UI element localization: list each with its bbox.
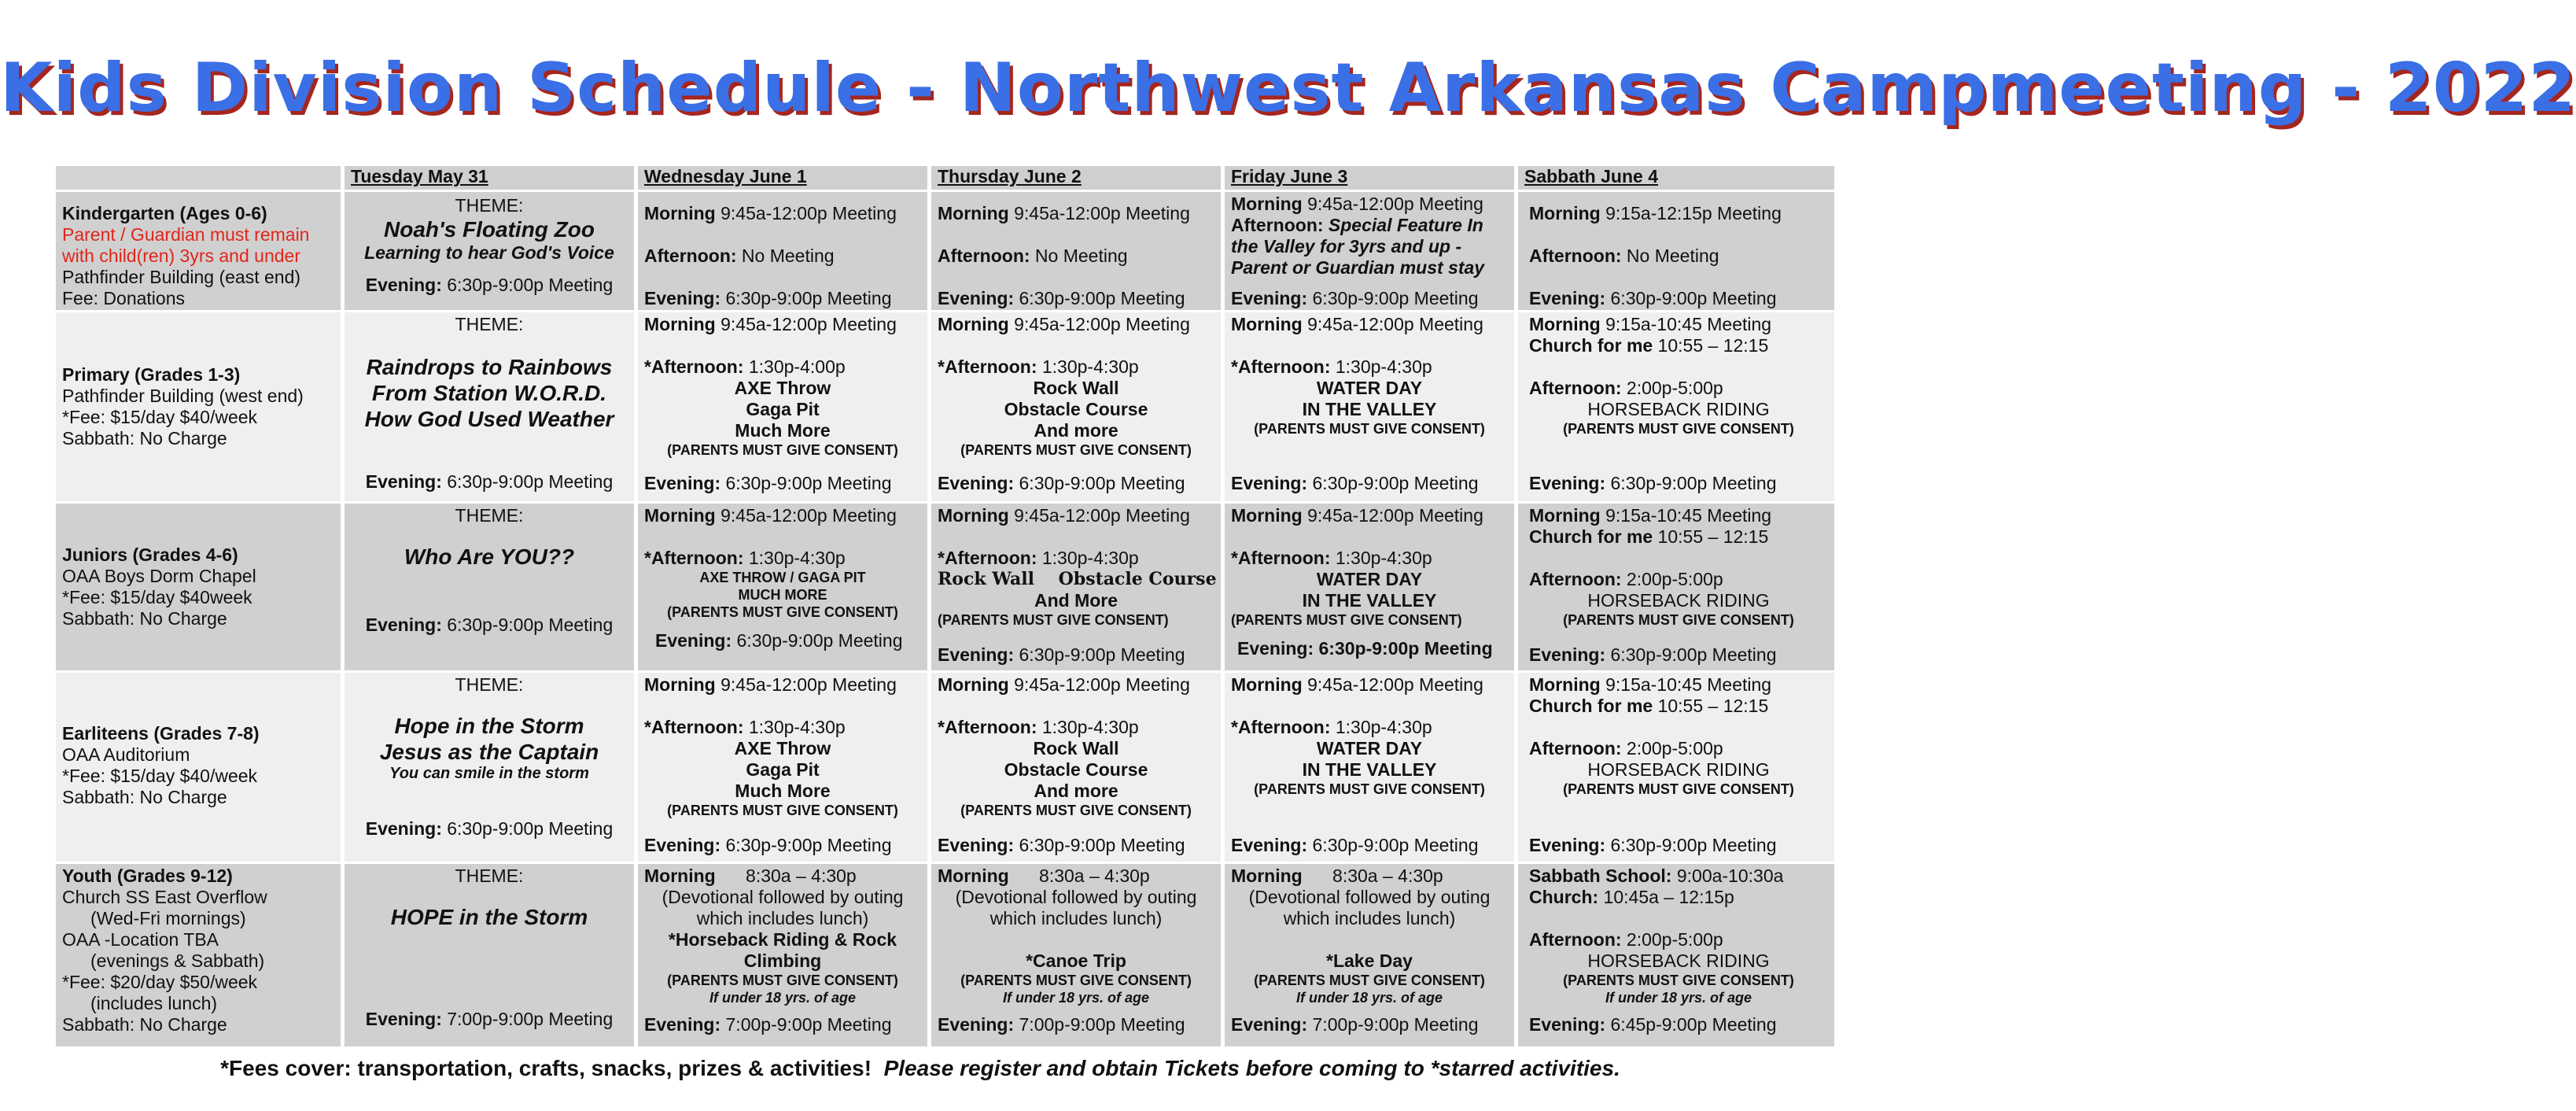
morning-time: 8:30a – 4:30p — [1008, 866, 1150, 886]
location: OAA -Location TBA — [62, 929, 219, 950]
evening-time: 6:45p-9:00p Meeting — [1605, 1014, 1777, 1035]
devotional-note: (Devotional followed by outing — [1248, 887, 1491, 907]
theme-title: Jesus as the Captain — [379, 740, 599, 764]
evening-label: Evening: — [1529, 1014, 1606, 1035]
activity: IN THE VALLEY — [1302, 399, 1437, 419]
afternoon-text: No Meeting — [736, 245, 835, 266]
evening-label: Evening: — [1529, 835, 1606, 855]
church-label: Church for me — [1529, 696, 1653, 716]
register-note: Please register and obtain Tickets before coming to *starred activities. — [883, 1056, 1620, 1080]
header-row — [56, 166, 1834, 190]
cell-thursday — [931, 864, 1221, 1046]
activity: Rock Wall — [1033, 378, 1119, 398]
row-primary — [56, 312, 1834, 501]
consent-note: (PARENTS MUST GIVE CONSENT) — [1231, 612, 1462, 628]
activity: IN THE VALLEY — [1302, 590, 1437, 611]
afternoon-time: 1:30p-4:30p — [1037, 548, 1139, 568]
footer-note — [0, 1056, 1841, 1081]
evening-time: 6:30p-9:00p Meeting — [732, 630, 903, 651]
morning-label: Morning — [938, 203, 1009, 223]
evening-label: Evening: — [1529, 288, 1606, 308]
morning-label: Morning — [938, 866, 1009, 886]
morning-time: 9:45a-12:00p Meeting — [1302, 314, 1483, 334]
sabbath-school-time: 9:00a-10:30a — [1671, 866, 1784, 886]
evening-time: 6:30p-9:00p Meeting — [441, 818, 614, 839]
afternoon-label: Afternoon: — [938, 245, 1030, 266]
church-time: 10:45a – 12:15p — [1598, 887, 1734, 907]
group-label-juniors — [56, 504, 341, 670]
guardian-note: with child(ren) 3yrs and under — [62, 245, 300, 266]
group-name: Earliteens (Grades 7-8) — [62, 723, 260, 744]
afternoon-text: No Meeting — [1621, 245, 1719, 266]
evening-label: Evening: — [365, 275, 442, 295]
afternoon-label: *Afternoon: — [938, 548, 1037, 568]
day-header-sabbath: Sabbath June 4 — [1518, 166, 1834, 190]
group-name: Youth (Grades 9-12) — [62, 866, 233, 886]
activity: MUCH MORE — [738, 587, 827, 603]
consent-note: (PARENTS MUST GIVE CONSENT) — [960, 803, 1192, 818]
afternoon-label: *Afternoon: — [938, 356, 1037, 377]
group-name: Kindergarten (Ages 0-6) — [62, 203, 267, 223]
location: OAA Auditorium — [62, 744, 190, 765]
theme-label: THEME: — [455, 195, 524, 216]
age-note: If under 18 yrs. of age — [1295, 990, 1443, 1006]
devotional-note: (Devotional followed by outing — [662, 887, 904, 907]
activity: *Lake Day — [1326, 950, 1413, 971]
evening-label: Evening: — [365, 818, 442, 839]
cell-sabbath — [1518, 864, 1834, 1046]
cell-thursday — [931, 504, 1221, 670]
cell-wednesday — [638, 192, 927, 310]
afternoon-time: 1:30p-4:30p — [743, 548, 846, 568]
schedule-table — [52, 164, 1838, 1049]
theme-label: THEME: — [455, 866, 524, 886]
evening-time: 6:30p-9:00p Meeting — [720, 835, 892, 855]
cell-tuesday — [345, 504, 634, 670]
afternoon-label: Afternoon: — [1529, 378, 1622, 398]
evening-time: 7:00p-9:00p Meeting — [1014, 1014, 1185, 1035]
cell-friday — [1225, 192, 1514, 310]
activity: WATER DAY — [1316, 738, 1423, 759]
cell-friday — [1225, 673, 1514, 862]
morning-time: 9:45a-12:00p Meeting — [715, 314, 897, 334]
theme-subtitle: Learning to hear God's Voice — [364, 242, 614, 263]
morning-time: 9:15a-10:45 Meeting — [1600, 505, 1772, 526]
afternoon-label: Afternoon: — [1529, 738, 1622, 759]
evening-time: 6:30p-9:00p Meeting — [441, 615, 614, 635]
consent-note: (PARENTS MUST GIVE CONSENT) — [1254, 421, 1485, 437]
afternoon-label: *Afternoon: — [644, 717, 744, 737]
fee: *Fee: $15/day $40/week — [62, 766, 258, 786]
morning-label: Morning — [1231, 314, 1303, 334]
afternoon-time: 1:30p-4:30p — [1330, 356, 1432, 377]
evening-label: Evening: — [938, 288, 1015, 308]
church-time: 10:55 – 12:15 — [1653, 526, 1769, 547]
evening-time: 6:30p-9:00p Meeting — [1605, 473, 1777, 493]
activity: AXE Throw — [734, 738, 831, 759]
evening-label: Evening: — [1231, 835, 1308, 855]
evening-time: 6:30p-9:00p Meeting — [441, 471, 614, 492]
theme-label: THEME: — [455, 505, 524, 526]
afternoon-time: 2:00p-5:00p — [1621, 569, 1723, 589]
afternoon-label: Afternoon: — [1529, 929, 1622, 950]
day-header-wednesday: Wednesday June 1 — [638, 166, 927, 190]
row-earliteens — [56, 673, 1834, 862]
fee: *Fee: $15/day $40week — [62, 587, 252, 607]
morning-time: 9:45a-12:00p Meeting — [715, 505, 897, 526]
evening-time: 6:30p-9:00p Meeting — [1307, 473, 1479, 493]
evening-label: Evening: — [655, 630, 732, 651]
evening-time: 6:30p-9:00p Meeting — [720, 473, 892, 493]
morning-label: Morning — [1231, 674, 1303, 695]
cell-tuesday — [345, 864, 634, 1046]
morning-label: Morning — [938, 674, 1009, 695]
morning-time: 8:30a – 4:30p — [715, 866, 857, 886]
church-label: Church for me — [1529, 335, 1653, 356]
location: Church SS East Overflow — [62, 887, 267, 907]
guardian-note: Parent / Guardian must remain — [62, 224, 310, 245]
cell-friday — [1225, 504, 1514, 670]
cell-friday — [1225, 312, 1514, 501]
evening-label: Evening: — [938, 835, 1015, 855]
theme-title: How God Used Weather — [364, 407, 614, 431]
afternoon-time: 1:30p-4:30p — [1037, 717, 1139, 737]
cell-tuesday — [345, 312, 634, 501]
day-header-thursday: Thursday June 2 — [931, 166, 1221, 190]
group-label-earliteens — [56, 673, 341, 862]
evening-label: Evening: — [365, 1009, 442, 1029]
afternoon-label: Afternoon: — [1529, 245, 1622, 266]
evening-label: Evening: — [1231, 473, 1308, 493]
evening-label: Evening: — [1529, 473, 1606, 493]
activity: Gaga Pit — [746, 759, 820, 780]
church-time: 10:55 – 12:15 — [1653, 335, 1769, 356]
evening-time: 6:30p-9:00p Meeting — [1605, 288, 1777, 308]
afternoon-text: the Valley for 3yrs and up - — [1231, 236, 1462, 257]
group-label-youth — [56, 864, 341, 1046]
evening-time: 6:30p-9:00p Meeting — [720, 288, 892, 308]
morning-time: 9:15a-12:15p Meeting — [1600, 203, 1782, 223]
cell-tuesday — [345, 192, 634, 310]
afternoon-text: Parent or Guardian must stay — [1231, 257, 1485, 278]
activity: And more — [1034, 420, 1118, 441]
cell-sabbath — [1518, 312, 1834, 501]
afternoon-label: Afternoon: — [1231, 215, 1324, 235]
activity: *Horseback Riding & Rock — [668, 929, 897, 950]
theme-title: Who Are YOU?? — [404, 544, 575, 569]
theme-subtitle: You can smile in the storm — [389, 765, 589, 782]
sabbath-fee: Sabbath: No Charge — [62, 787, 227, 807]
theme-title: Hope in the Storm — [394, 714, 584, 738]
consent-note: (PARENTS MUST GIVE CONSENT) — [960, 442, 1192, 458]
evening-time: 6:30p-9:00p Meeting — [1605, 644, 1777, 665]
evening-time: 6:30p-9:00p Meeting — [1014, 288, 1185, 308]
day-header-tuesday: Tuesday May 31 — [345, 166, 634, 190]
church-label: Church: — [1529, 887, 1599, 907]
activity: *Canoe Trip — [1026, 950, 1126, 971]
afternoon-time: 1:30p-4:30p — [743, 717, 846, 737]
afternoon-label: *Afternoon: — [644, 356, 744, 377]
evening-time: 6:30p-9:00p Meeting — [1014, 644, 1185, 665]
evening-time: 6:30p-9:00p Meeting — [1307, 288, 1479, 308]
evening-time: 6:30p-9:00p Meeting — [1014, 473, 1185, 493]
evening-label: Evening: — [1231, 288, 1308, 308]
theme-title: HOPE in the Storm — [390, 905, 588, 929]
group-name: Juniors (Grades 4-6) — [62, 544, 238, 565]
morning-time: 9:45a-12:00p Meeting — [1008, 674, 1190, 695]
cell-thursday — [931, 673, 1221, 862]
afternoon-label: *Afternoon: — [644, 548, 744, 568]
activity: HORSEBACK RIDING — [1587, 399, 1770, 419]
cell-thursday — [931, 312, 1221, 501]
evening-label: Evening: — [365, 615, 442, 635]
theme-title: From Station W.O.R.D. — [371, 381, 607, 405]
location: Pathfinder Building (east end) — [62, 267, 301, 287]
morning-time: 9:45a-12:00p Meeting — [1302, 194, 1483, 214]
activity: HORSEBACK RIDING — [1587, 759, 1770, 780]
consent-note: (PARENTS MUST GIVE CONSENT) — [667, 442, 898, 458]
location-note: (evenings & Sabbath) — [90, 950, 265, 971]
morning-time: 9:15a-10:45 Meeting — [1600, 674, 1772, 695]
row-youth — [56, 864, 1834, 1046]
activity: HORSEBACK RIDING — [1587, 590, 1770, 611]
cell-sabbath — [1518, 673, 1834, 862]
morning-label: Morning — [1529, 505, 1601, 526]
activity: Much More — [735, 420, 831, 441]
consent-note: (PARENTS MUST GIVE CONSENT) — [938, 612, 1169, 628]
morning-label: Morning — [644, 866, 716, 886]
fee: *Fee: $20/day $50/week — [62, 972, 258, 992]
sabbath-fee: Sabbath: No Charge — [62, 608, 227, 629]
activity: AXE THROW / GAGA PIT — [699, 570, 866, 585]
afternoon-label: Afternoon: — [644, 245, 737, 266]
evening-label: Evening: — [938, 644, 1015, 665]
afternoon-text: No Meeting — [1030, 245, 1128, 266]
header-blank — [56, 166, 341, 190]
evening-time: Evening: 6:30p-9:00p Meeting — [1237, 638, 1493, 659]
morning-label: Morning — [644, 203, 716, 223]
activity: WATER DAY — [1316, 569, 1423, 589]
fee-note: (includes lunch) — [90, 993, 218, 1013]
evening-label: Evening: — [644, 1014, 721, 1035]
afternoon-label: Afternoon: — [1529, 569, 1622, 589]
age-note: If under 18 yrs. of age — [1002, 990, 1150, 1006]
morning-label: Morning — [938, 505, 1009, 526]
cell-sabbath — [1518, 192, 1834, 310]
cell-sabbath — [1518, 504, 1834, 670]
evening-label: Evening: — [644, 835, 721, 855]
age-note: If under 18 yrs. of age — [709, 990, 857, 1006]
fees-note: *Fees cover: transportation, crafts, snacks, prizes & activities! — [220, 1056, 872, 1080]
afternoon-time: 1:30p-4:30p — [1037, 356, 1139, 377]
morning-label: Morning — [1231, 866, 1303, 886]
cell-wednesday — [638, 864, 927, 1046]
activity: Rock Wall Obstacle Course — [938, 569, 1217, 589]
fee: Fee: Donations — [62, 288, 185, 308]
consent-note: (PARENTS MUST GIVE CONSENT) — [667, 803, 898, 818]
afternoon-time: 1:30p-4:00p — [743, 356, 846, 377]
consent-note: (PARENTS MUST GIVE CONSENT) — [1563, 781, 1794, 797]
sabbath-school-label: Sabbath School: — [1529, 866, 1672, 886]
cell-wednesday — [638, 312, 927, 501]
morning-time: 9:45a-12:00p Meeting — [1302, 505, 1483, 526]
row-kindergarten — [56, 192, 1834, 310]
day-header-friday: Friday June 3 — [1225, 166, 1514, 190]
consent-note: (PARENTS MUST GIVE CONSENT) — [1563, 973, 1794, 988]
activity: Climbing — [743, 950, 822, 971]
sabbath-fee: Sabbath: No Charge — [62, 1014, 227, 1035]
fee: *Fee: $15/day $40/week — [62, 407, 258, 427]
activity: Much More — [735, 781, 831, 801]
devotional-note: which includes lunch) — [1283, 908, 1456, 928]
afternoon-time: 2:00p-5:00p — [1621, 738, 1723, 759]
afternoon-time: 1:30p-4:30p — [1330, 717, 1432, 737]
cell-tuesday — [345, 673, 634, 862]
devotional-note: (Devotional followed by outing — [955, 887, 1197, 907]
age-note: If under 18 yrs. of age — [1605, 990, 1752, 1006]
activity: WATER DAY — [1316, 378, 1423, 398]
evening-time: 6:30p-9:00p Meeting — [1014, 835, 1185, 855]
location-note: (Wed-Fri mornings) — [90, 908, 246, 928]
theme-label: THEME: — [455, 314, 524, 334]
evening-time: 7:00p-9:00p Meeting — [1307, 1014, 1479, 1035]
evening-label: Evening: — [644, 288, 721, 308]
church-time: 10:55 – 12:15 — [1653, 696, 1769, 716]
morning-label: Morning — [938, 314, 1009, 334]
activity: IN THE VALLEY — [1302, 759, 1437, 780]
activity: Gaga Pit — [746, 399, 820, 419]
cell-wednesday — [638, 504, 927, 670]
evening-time: 6:30p-9:00p Meeting — [441, 275, 614, 295]
devotional-note: which includes lunch) — [696, 908, 869, 928]
morning-time: 9:45a-12:00p Meeting — [715, 674, 897, 695]
consent-note: (PARENTS MUST GIVE CONSENT) — [1254, 973, 1485, 988]
morning-label: Morning — [1231, 194, 1303, 214]
activity: AXE Throw — [734, 378, 831, 398]
evening-label: Evening: — [938, 1014, 1015, 1035]
church-label: Church for me — [1529, 526, 1653, 547]
theme-label: THEME: — [455, 674, 524, 695]
morning-label: Morning — [644, 314, 716, 334]
group-label-primary — [56, 312, 341, 501]
morning-time: 9:45a-12:00p Meeting — [715, 203, 897, 223]
cell-wednesday — [638, 673, 927, 862]
consent-note: (PARENTS MUST GIVE CONSENT) — [1563, 421, 1794, 437]
activity: Obstacle Course — [1004, 399, 1148, 419]
location: Pathfinder Building (west end) — [62, 386, 304, 406]
evening-label: Evening: — [365, 471, 442, 492]
evening-label: Evening: — [1529, 644, 1606, 665]
activity: And More — [1034, 590, 1118, 611]
morning-label: Morning — [644, 674, 716, 695]
afternoon-text: Special Feature In — [1323, 215, 1483, 235]
consent-note: (PARENTS MUST GIVE CONSENT) — [1254, 781, 1485, 797]
afternoon-time: 2:00p-5:00p — [1621, 929, 1723, 950]
activity: Rock Wall — [1033, 738, 1119, 759]
cell-friday — [1225, 864, 1514, 1046]
morning-time: 8:30a – 4:30p — [1302, 866, 1443, 886]
morning-label: Morning — [1231, 505, 1303, 526]
morning-time: 9:45a-12:00p Meeting — [1008, 203, 1190, 223]
consent-note: (PARENTS MUST GIVE CONSENT) — [667, 973, 898, 988]
row-juniors — [56, 504, 1834, 670]
morning-label: Morning — [1529, 203, 1601, 223]
morning-time: 9:45a-12:00p Meeting — [1008, 314, 1190, 334]
activity: HORSEBACK RIDING — [1587, 950, 1770, 971]
activity: And more — [1034, 781, 1118, 801]
cell-thursday — [931, 192, 1221, 310]
afternoon-label: *Afternoon: — [1231, 356, 1331, 377]
evening-label: Evening: — [938, 473, 1015, 493]
evening-time: 7:00p-9:00p Meeting — [441, 1009, 614, 1029]
location: OAA Boys Dorm Chapel — [62, 566, 256, 586]
morning-label: Morning — [1529, 314, 1601, 334]
evening-time: 6:30p-9:00p Meeting — [1605, 835, 1777, 855]
consent-note: (PARENTS MUST GIVE CONSENT) — [1563, 612, 1794, 628]
afternoon-label: *Afternoon: — [938, 717, 1037, 737]
afternoon-label: *Afternoon: — [1231, 548, 1331, 568]
consent-note: (PARENTS MUST GIVE CONSENT) — [960, 973, 1192, 988]
morning-label: Morning — [644, 505, 716, 526]
morning-time: 9:45a-12:00p Meeting — [1302, 674, 1483, 695]
afternoon-label: *Afternoon: — [1231, 717, 1331, 737]
morning-time: 9:15a-10:45 Meeting — [1600, 314, 1772, 334]
morning-time: 9:45a-12:00p Meeting — [1008, 505, 1190, 526]
sabbath-fee: Sabbath: No Charge — [62, 428, 227, 448]
group-name: Primary (Grades 1-3) — [62, 364, 241, 385]
evening-label: Evening: — [1231, 1014, 1308, 1035]
activity: Obstacle Course — [1004, 759, 1148, 780]
page-title: Kids Division Schedule - Northwest Arkansas Campmeeting - 2022 — [0, 49, 2576, 127]
evening-label: Evening: — [644, 473, 721, 493]
theme-title: Raindrops to Rainbows — [366, 355, 613, 379]
devotional-note: which includes lunch) — [989, 908, 1163, 928]
evening-time: 7:00p-9:00p Meeting — [720, 1014, 892, 1035]
afternoon-time: 2:00p-5:00p — [1621, 378, 1723, 398]
afternoon-time: 1:30p-4:30p — [1330, 548, 1432, 568]
consent-note: (PARENTS MUST GIVE CONSENT) — [667, 604, 898, 620]
morning-label: Morning — [1529, 674, 1601, 695]
evening-time: 6:30p-9:00p Meeting — [1307, 835, 1479, 855]
group-label-kindergarten — [56, 192, 341, 310]
theme-title: Noah's Floating Zoo — [384, 217, 595, 242]
